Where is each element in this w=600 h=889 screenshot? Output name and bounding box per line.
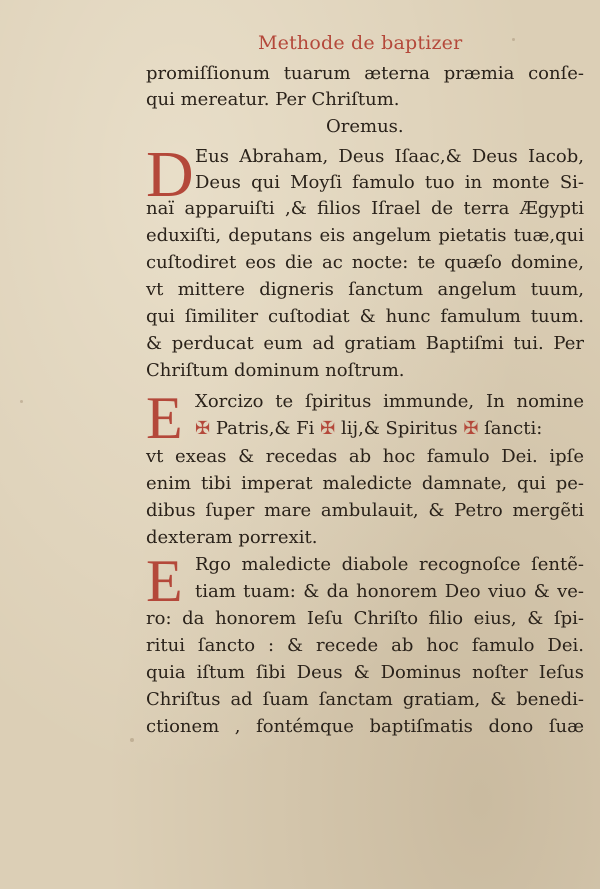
text-fragment: lij,& Spiritus	[340, 418, 458, 439]
paper-stain	[130, 738, 134, 742]
paper-stain	[512, 38, 515, 41]
text-line: ritui ſancto : & recede ab hoc famulo Dei.	[146, 635, 584, 656]
text-line: promiſſionum tuarum æterna præmia conſe-	[146, 63, 584, 84]
cross-icon: ✠	[320, 418, 336, 439]
text-line: cuſtodiret eos die ac nocte: te quæſo domine,	[146, 252, 584, 273]
text-line: vt exeas & recedas ab hoc famulo Dei. ipſe	[146, 446, 584, 467]
text-line: Deus qui Moyſi famulo tuo in monte Si-	[195, 172, 584, 193]
text-line-crosses	[195, 418, 584, 440]
text-line: Eus Abraham, Deus Iſaac,& Deus Iacob,	[195, 146, 584, 167]
text-line: Chriſtus ad ſuam ſanctam gratiam, & benedi-	[146, 689, 584, 710]
text-line: naï apparuiſti ,& filios Iſrael de terra Ægypti	[146, 198, 584, 219]
text-line: vt mittere digneris ſanctum angelum tuum,	[146, 279, 584, 300]
drop-cap-e: E	[146, 548, 183, 614]
drop-cap-d: D	[146, 138, 194, 211]
text-line: dibus ſuper mare ambulauit, & Petro mergẽti	[146, 500, 584, 521]
text-line: eduxiſti, deputans eis angelum pietatis tuæ,qui	[146, 225, 584, 246]
text-line: tiam tuam: & da honorem Deo viuo & ve-	[195, 581, 584, 602]
text-line: ctionem , fontémque baptiſmatis dono ſuæ	[146, 716, 584, 737]
text-line: qui ſimiliter cuſtodiat & hunc famulum tuum.	[146, 306, 584, 327]
drop-cap-e: E	[146, 385, 183, 451]
text-line: Chriſtum dominum noſtrum.	[146, 360, 405, 381]
text-line: Xorcizo te ſpiritus immunde, In nomine	[195, 391, 584, 412]
cross-icon: ✠	[195, 418, 211, 439]
text-line: dexteram porrexit.	[146, 527, 318, 548]
section-heading: Oremus.	[326, 116, 404, 137]
text-line: Rgo maledicte diabole recognoſce ſentẽ-	[195, 554, 584, 575]
text-fragment: Patris,& Fi	[215, 418, 315, 439]
text-fragment: ſancti:	[484, 418, 543, 439]
text-line: enim tibi imperat maledicte damnate, qui pe-	[146, 473, 584, 494]
running-head: Methode de baptizer	[258, 32, 463, 54]
text-line: ro: da honorem Ieſu Chriſto filio eius, & ſpi-	[146, 608, 584, 629]
text-line: & perducat eum ad gratiam Baptiſmi tui. Per	[146, 333, 584, 354]
text-line: quia iſtum ſibi Deus & Dominus noſter Ieſus	[146, 662, 584, 683]
text-line: qui mereatur. Per Chriſtum.	[146, 89, 400, 110]
paper-stain	[20, 400, 23, 403]
cross-icon: ✠	[463, 418, 479, 439]
